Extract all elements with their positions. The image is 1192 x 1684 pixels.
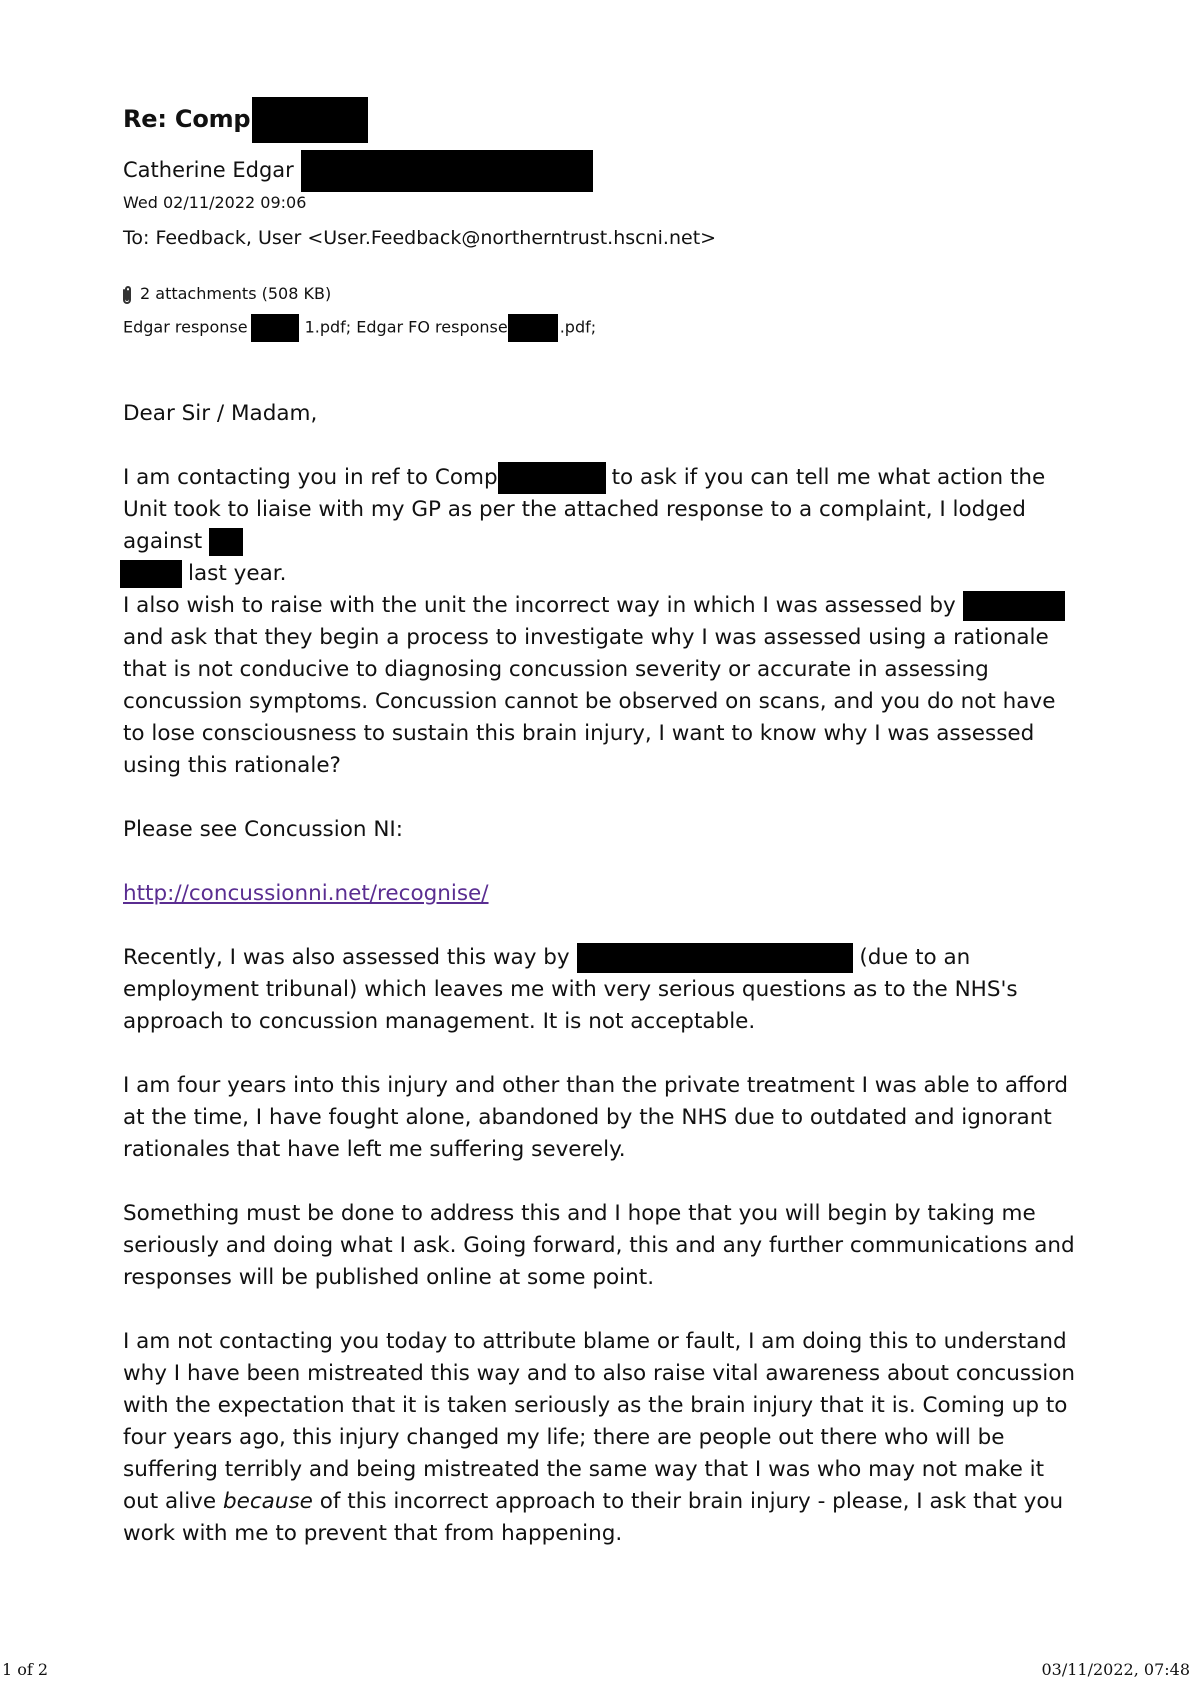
paragraph-1-text-a: I am contacting you in ref to Comp	[123, 465, 498, 490]
paragraph-1-text-c: last year.	[188, 561, 287, 586]
print-timestamp: 03/11/2022, 07:48	[1041, 1660, 1190, 1679]
page-number: 1 of 2	[2, 1660, 49, 1679]
redaction-block	[120, 560, 182, 588]
paragraph-2-text-a: I also wish to raise with the unit the incorrect way in which I was assessed by	[123, 593, 956, 618]
paperclip-icon	[120, 285, 134, 305]
paragraph-7-text-b: of this incorrect approach to their brain injury - please, I ask that you work with me to prevent that from happening.	[123, 1489, 1064, 1546]
sender-name: Catherine Edgar	[123, 158, 294, 182]
paragraph-2	[123, 590, 1083, 782]
attachment-2-name[interactable]: Edgar FO response	[356, 317, 508, 337]
redaction-block	[209, 528, 243, 556]
paragraph-1	[123, 462, 1083, 590]
redaction-block	[508, 314, 558, 342]
paragraph-7-text-a: I am not contacting you today to attribute blame or fault, I am doing this to understand why I have been mistreated this way and to also raise vital awareness about concussion with the expectation that it is taken seriously as the brain injury that it is. Coming up to four years ago, this injury changed my life; there are people out there who will be suffering terribly and being mistreated the same way that I was who may not make it out alive	[123, 1329, 1076, 1514]
paragraph-6: Something must be done to address this and I hope that you will begin by taking me seriously and doing what I ask. Going forward, this and any further communications and responses will be published online at some point.	[123, 1201, 1075, 1290]
attachment-2-ext[interactable]: .pdf;	[559, 317, 597, 337]
paragraph-4	[123, 942, 1083, 1038]
email-recipient: To: Feedback, User <User.Feedback@northerntrust.hscni.net>	[123, 227, 717, 249]
paragraph-4-text-b: (due to an employment tribunal) which leaves me with very serious questions as to the NHS's approach to concussion management. It is not acceptable.	[123, 945, 1018, 1034]
redaction-block	[252, 97, 368, 143]
attachment-1-ext[interactable]: 1.pdf;	[304, 317, 352, 337]
redaction-block	[301, 150, 593, 192]
paragraph-2-text-b: and ask that they begin a process to investigate why I was assessed using a rationale that is not conducive to diagnosing concussion severity or accurate in assessing concussion symptoms. Concussion cannot be observed on scans, and you do not have to lose consciousness to sustain this brain injury, I want to know why I was assessed using this rationale?	[123, 625, 1056, 778]
redaction-block	[498, 462, 606, 494]
redaction-block	[963, 591, 1065, 621]
email-date: Wed 02/11/2022 09:06	[123, 193, 307, 212]
paragraph-7	[123, 1326, 1083, 1550]
paragraph-4-text-a: Recently, I was also assessed this way by	[123, 945, 570, 970]
attachment-1-name[interactable]: Edgar response	[123, 317, 248, 337]
concussion-ni-link[interactable]: http://concussionni.net/recognise/	[123, 881, 489, 906]
greeting: Dear Sir / Madam,	[123, 401, 318, 426]
link-paragraph[interactable]	[123, 878, 1083, 910]
paragraph-5: I am four years into this injury and other than the private treatment I was able to afford at the time, I have fought alone, abandoned by the NHS due to outdated and ignorant rationales that have left me suffering severely.	[123, 1073, 1069, 1162]
paragraph-3: Please see Concussion NI:	[123, 817, 403, 842]
email-sender	[123, 150, 593, 192]
redaction-block	[577, 943, 853, 973]
attachments-summary	[120, 283, 331, 305]
paragraph-7-emphasis: because	[222, 1489, 313, 1514]
attachments-label: 2 attachments (508 KB)	[140, 284, 332, 303]
email-subject	[123, 97, 368, 143]
paragraph-1-text-b: to ask if you can tell me what action the Unit took to liaise with my GP as per the attached response to a complaint, I lodged against	[123, 465, 1046, 554]
subject-text: Re: Comp	[123, 105, 251, 133]
attachment-list[interactable]	[123, 314, 596, 342]
redaction-block	[251, 314, 299, 342]
